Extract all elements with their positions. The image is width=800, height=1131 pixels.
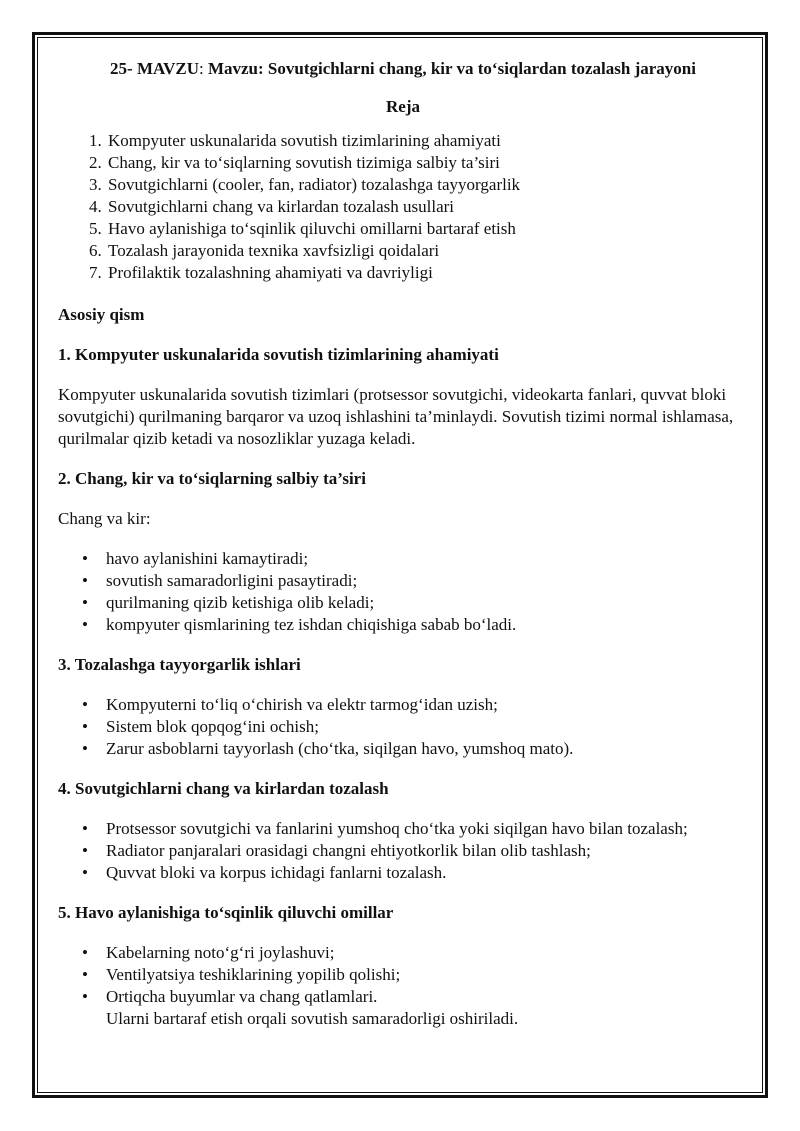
plan-item: 6. Tozalash jarayonida texnika xavfsizligi qoidalari [106,240,748,262]
document-title [58,58,748,80]
list-item: • Protsessor sovutgichi va fanlarini yumshoq cho‘tka yoki siqilgan havo bilan tozalash; [106,818,748,840]
section-5-tail: Ularni bartaraf etish orqali sovutish samaradorligi oshiriladi. [106,1009,519,1028]
document-body [58,58,748,1030]
section-4-list [58,818,748,884]
plan-item: 7. Profilaktik tozalashning ahamiyati va davriyligi [106,262,748,284]
section-3-list [58,694,748,760]
section-2-intro: Chang va kir: [58,509,151,528]
main-heading: Asosiy qism [58,305,145,324]
list-item: • Kompyuterni to‘liq o‘chirish va elektr tarmog‘idan uzish; [106,694,748,716]
title-prefix: 25- MAVZU [110,59,199,78]
list-item: • Sistem blok qopqog‘ini ochish; [106,716,748,738]
title-colon: : [198,59,204,78]
section-5-heading: 5. Havo aylanishiga to‘sqinlik qiluvchi omillar [58,903,394,922]
list-item: • kompyuter qismlarining tez ishdan chiqishiga sabab bo‘ladi. [106,614,748,636]
list-item: • Kabelarning noto‘g‘ri joylashuvi; [106,942,748,964]
list-item: • Radiator panjaralari orasidagi changni ehtiyotkorlik bilan olib tashlash; [106,840,748,862]
plan-item: 1. Kompyuter uskunalarida sovutish tizimlarining ahamiyati [106,130,748,152]
plan-list [58,130,748,284]
section-2-list [58,548,748,636]
list-item: • Zarur asboblarni tayyorlash (cho‘tka, siqilgan havo, yumshoq mato). [106,738,748,760]
title-text: Mavzu: Sovutgichlarni chang, kir va to‘siqlardan tozalash jarayoni [203,59,696,78]
plan-item: 2. Chang, kir va to‘siqlarning sovutish tizimiga salbiy ta’siri [106,152,748,174]
plan-heading: Reja [386,97,420,116]
plan-item: 5. Havo aylanishiga to‘sqinlik qiluvchi omillarni bartaraf etish [106,218,748,240]
plan-item: 3. Sovutgichlarni (cooler, fan, radiator) tozalashga tayyorgarlik [106,174,748,196]
section-3-heading: 3. Tozalashga tayyorgarlik ishlari [58,655,301,674]
section-1-heading: 1. Kompyuter uskunalarida sovutish tizimlarining ahamiyati [58,345,499,364]
section-5-list [58,942,748,1008]
section-1-text: Kompyuter uskunalarida sovutish tizimlari (protsessor sovutgichi, videokarta fanlari, quvvat bloki sovutgichi) qurilmaning barqaror va uzoq ishlashini ta’minlaydi. Sovutish tizimi normal ishlamasa, qurilmalar qizib ketadi va nosozliklar yuzaga keladi. [58,385,734,448]
section-4-heading: 4. Sovutgichlarni chang va kirlardan tozalash [58,779,389,798]
section-2-heading: 2. Chang, kir va to‘siqlarning salbiy ta’siri [58,469,366,488]
list-item: • Ventilyatsiya teshiklarining yopilib qolishi; [106,964,748,986]
list-item: • sovutish samaradorligini pasaytiradi; [106,570,748,592]
list-item: • qurilmaning qizib ketishiga olib keladi; [106,592,748,614]
plan-item: 4. Sovutgichlarni chang va kirlardan tozalash usullari [106,196,748,218]
list-item: • havo aylanishini kamaytiradi; [106,548,748,570]
list-item: • Quvvat bloki va korpus ichidagi fanlarni tozalash. [106,862,748,884]
list-item: • Ortiqcha buyumlar va chang qatlamlari. [106,986,748,1008]
